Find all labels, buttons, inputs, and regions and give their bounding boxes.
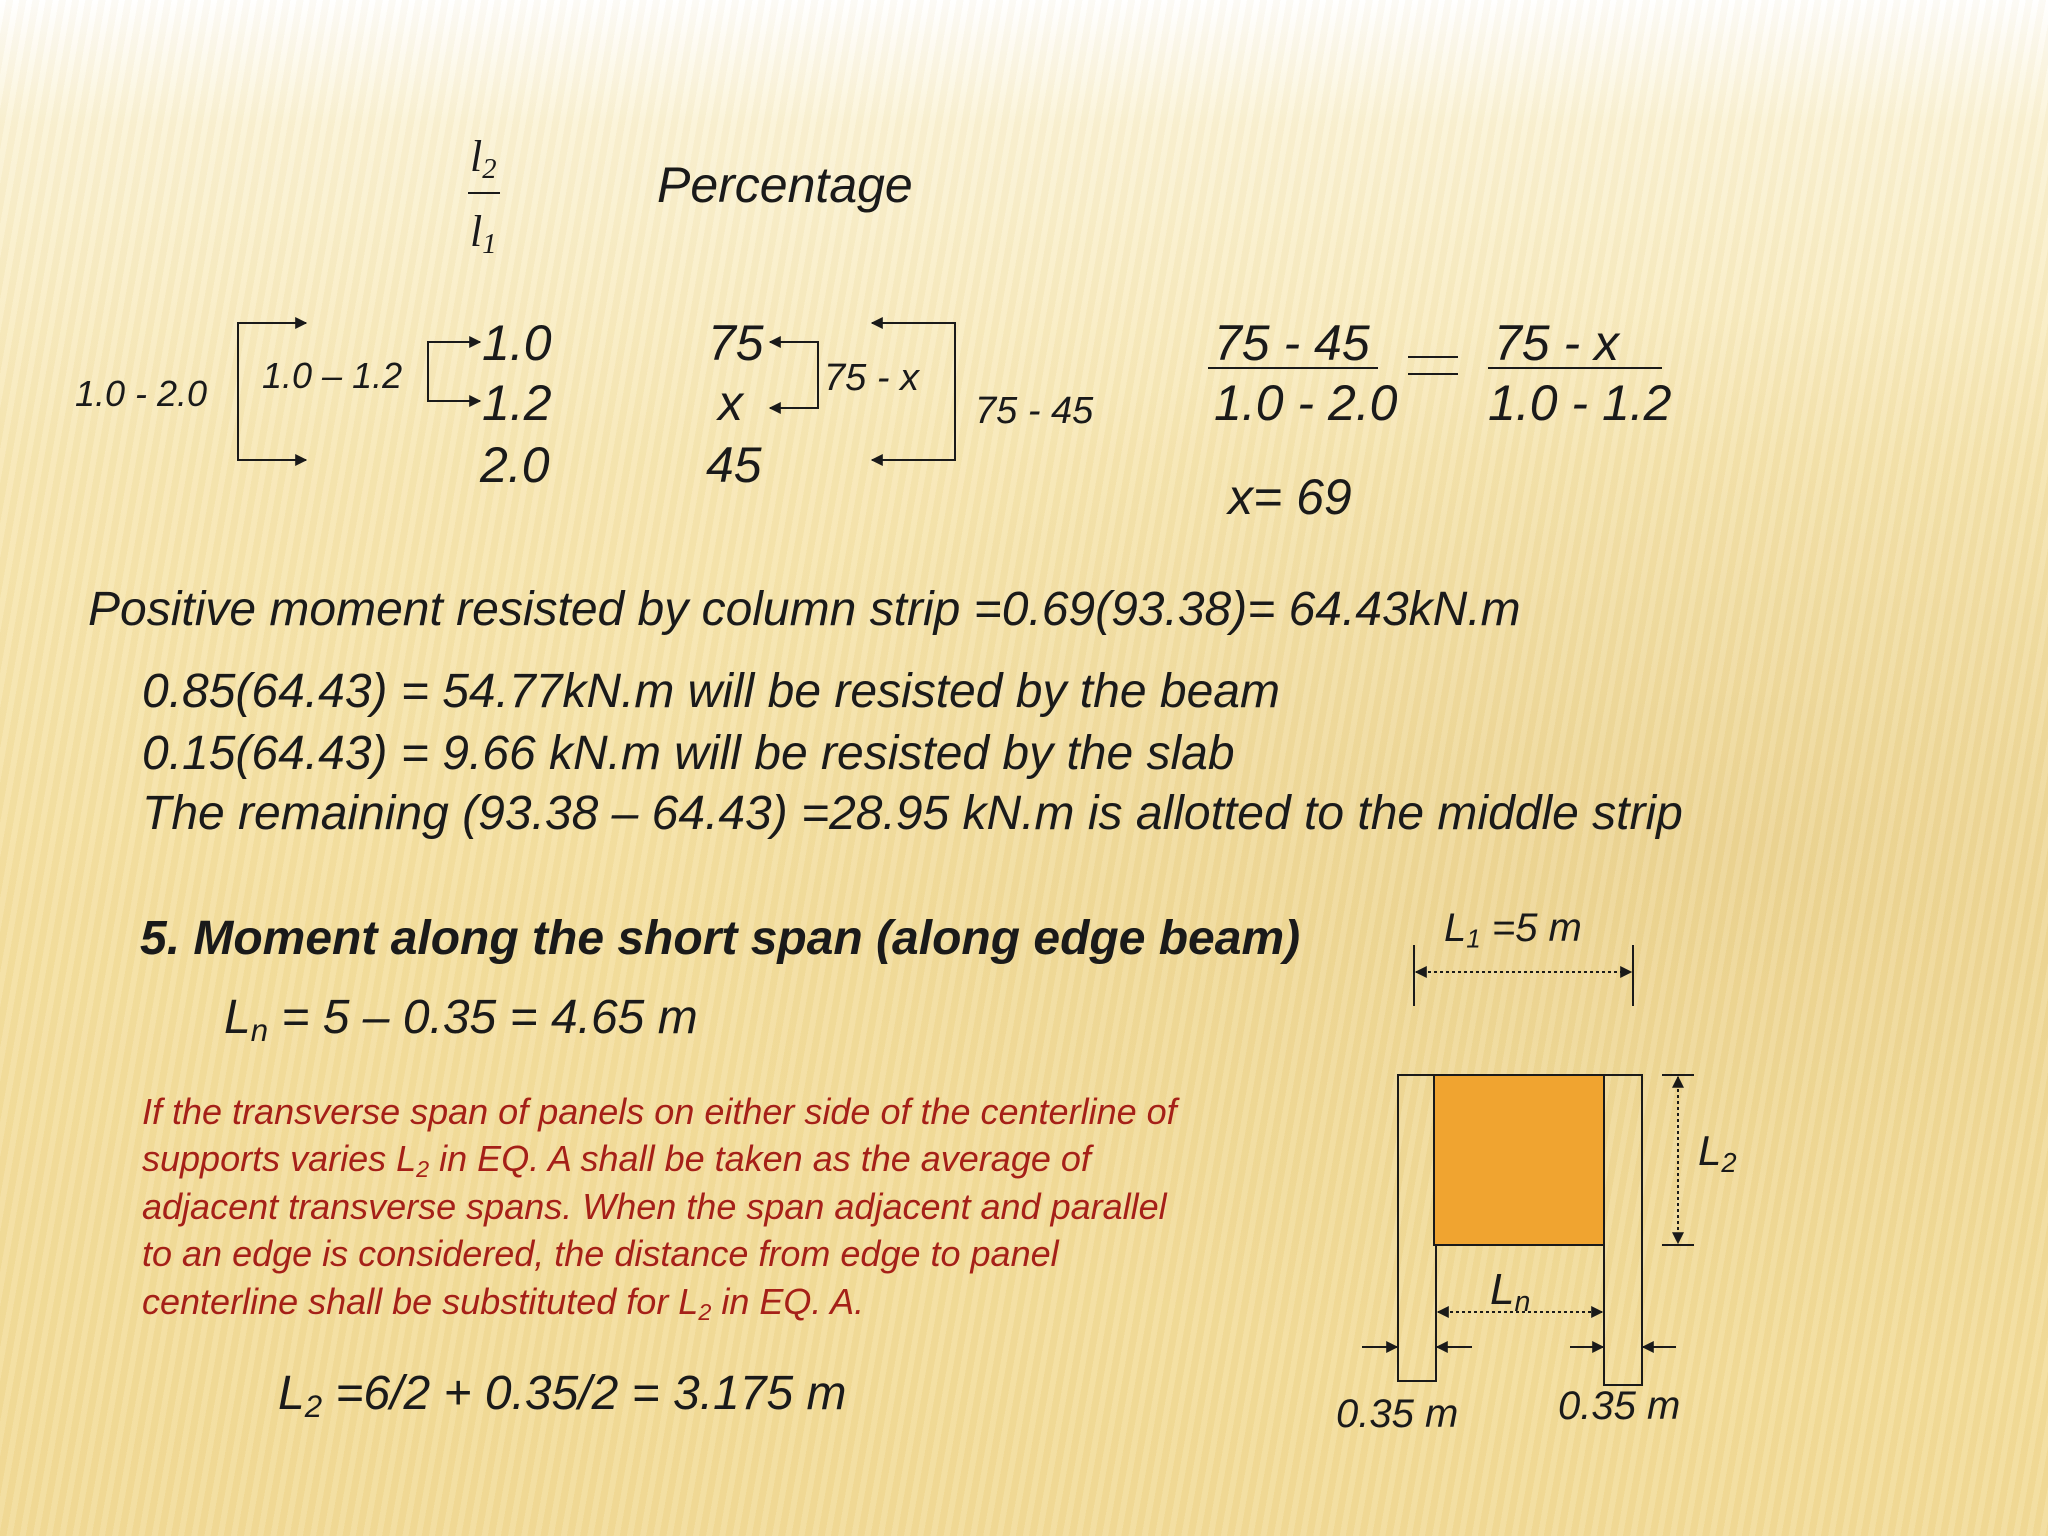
note-line-5-b: in EQ. A. bbox=[711, 1281, 865, 1322]
note-line-2-b: in EQ. A shall be taken as the average of bbox=[429, 1138, 1091, 1179]
percent-value-2: x bbox=[718, 375, 743, 431]
proportion-fraction-bars bbox=[1208, 357, 1662, 374]
l2-dim-sub: 2 bbox=[1721, 1146, 1737, 1178]
ln-sub: n bbox=[250, 1012, 269, 1048]
ln-dim-symbol: L bbox=[1490, 1265, 1515, 1314]
ratio-value-1: 1.0 bbox=[482, 315, 552, 371]
note-line-3: adjacent transverse spans. When the span adjacent and parallel bbox=[142, 1186, 1167, 1227]
ratio-denominator-sub: 1 bbox=[482, 229, 497, 261]
l2-sub: 2 bbox=[304, 1388, 323, 1424]
note-line-1: If the transverse span of panels on either side of the centerline of bbox=[142, 1091, 1177, 1132]
note-line-4: to an edge is considered, the distance from edge to panel bbox=[142, 1233, 1059, 1274]
remaining-moment-line: The remaining (93.38 – 64.43) =28.95 kN.m is allotted to the middle strip bbox=[142, 787, 1683, 840]
slab-panel bbox=[1398, 1075, 1642, 1385]
note-line-2-a: supports varies L bbox=[142, 1138, 417, 1179]
left-column-width-label: 0.35 m bbox=[1336, 1392, 1459, 1436]
l1-sub: 1 bbox=[1466, 923, 1481, 954]
l1-dimension-line bbox=[1414, 945, 1633, 1006]
eq-left-numerator: 75 - 45 bbox=[1214, 315, 1370, 371]
note-line-2-sub: 2 bbox=[416, 1155, 430, 1182]
eq-right-denominator: 1.0 - 1.2 bbox=[1488, 375, 1672, 431]
ln-symbol: L bbox=[224, 991, 251, 1044]
positive-moment-line: Positive moment resisted by column strip =0.69(93.38)= 64.43kN.m bbox=[88, 583, 1521, 636]
l1-value: =5 m bbox=[1480, 906, 1582, 950]
right-column-width-label: 0.35 m bbox=[1558, 1384, 1681, 1428]
percent-value-3: 45 bbox=[706, 437, 762, 493]
ratio-numerator-sub: 2 bbox=[482, 154, 497, 186]
percent-value-1: 75 bbox=[708, 315, 764, 371]
inner-range-bracket bbox=[428, 342, 480, 401]
l2-symbol: L bbox=[278, 1367, 305, 1420]
beam-moment-line: 0.85(64.43) = 54.77kN.m will be resisted by the beam bbox=[142, 665, 1280, 718]
ratio-value-2: 1.2 bbox=[482, 375, 552, 431]
ln-expression: = 5 – 0.35 = 4.65 m bbox=[268, 991, 698, 1044]
l2-expression: =6/2 + 0.35/2 = 3.175 m bbox=[322, 1367, 847, 1420]
diff-outer-bracket bbox=[872, 323, 955, 460]
diff-inner-bracket bbox=[770, 342, 818, 408]
ratio-value-3: 2.0 bbox=[480, 437, 550, 493]
l2-dim-symbol: L bbox=[1698, 1127, 1722, 1174]
range-outer-label: 1.0 - 2.0 bbox=[75, 373, 208, 414]
outer-range-bracket bbox=[238, 323, 306, 460]
range-inner-label: 1.0 – 1.2 bbox=[262, 355, 403, 396]
l2-dimension-line bbox=[1662, 1075, 1694, 1245]
ln-dim-sub: n bbox=[1514, 1286, 1531, 1319]
percentage-heading: Percentage bbox=[657, 157, 913, 213]
eq-right-numerator: 75 - x bbox=[1494, 315, 1620, 371]
diff-inner-label: 75 - x bbox=[824, 357, 920, 399]
section-heading: 5. Moment along the short span (along edge beam) bbox=[140, 912, 1301, 965]
l1-symbol: L bbox=[1444, 906, 1467, 950]
slab-moment-line: 0.15(64.43) = 9.66 kN.m will be resisted by the slab bbox=[142, 727, 1235, 780]
eq-left-denominator: 1.0 - 2.0 bbox=[1214, 375, 1398, 431]
ratio-numerator-symbol: l bbox=[470, 132, 483, 181]
note-line-5-sub: 2 bbox=[698, 1298, 712, 1325]
interpolation-result: x= 69 bbox=[1228, 469, 1352, 525]
diff-outer-label: 75 - 45 bbox=[975, 390, 1094, 432]
ratio-denominator-symbol: l bbox=[470, 207, 483, 256]
note-line-5-a: centerline shall be substituted for L bbox=[142, 1281, 699, 1322]
